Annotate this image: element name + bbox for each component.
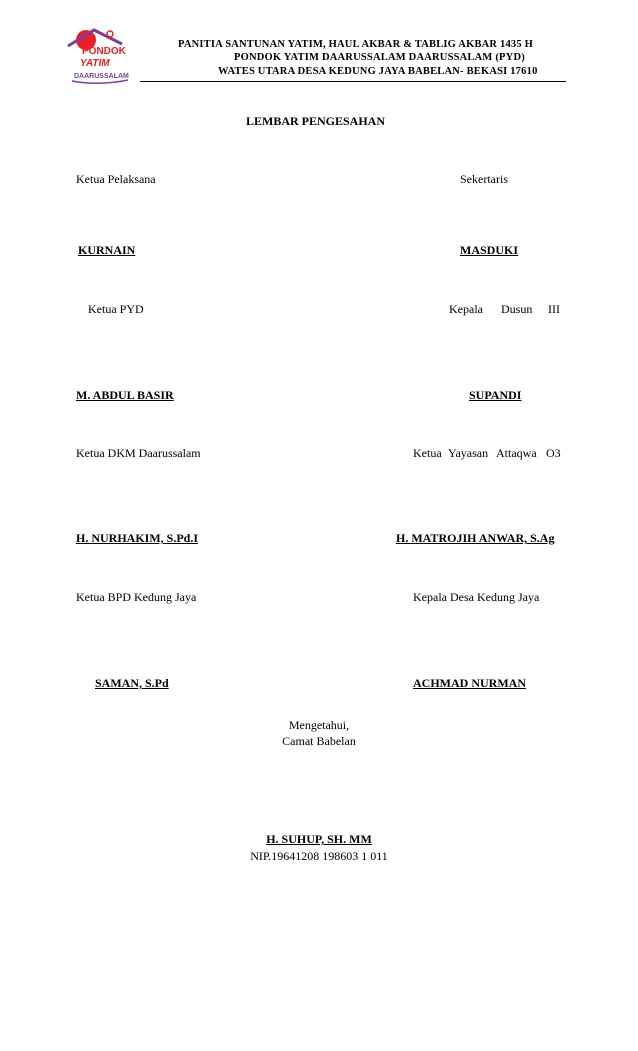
name-saman: SAMAN, S.Pd <box>95 676 169 690</box>
name-masduki: MASDUKI <box>460 243 519 257</box>
approval-nip: NIP.19641208 198603 1 011 <box>250 849 388 863</box>
role-ketua-yayasan-word-3: Attaqwa <box>496 446 537 460</box>
logo-graphic <box>64 24 136 86</box>
role-ketua-pyd: Ketua PYD <box>88 302 144 316</box>
role-ketua-yayasan-word-1: Ketua <box>413 446 442 460</box>
name-achmad-nurman: ACHMAD NURMAN <box>413 676 526 690</box>
name-h-matrojih-anwar: H. MATROJIH ANWAR, S.Ag <box>396 531 555 545</box>
role-sekertaris: Sekertaris <box>460 172 508 186</box>
role-ketua-bpd: Ketua BPD Kedung Jaya <box>76 590 197 604</box>
role-kepala-dusun-word-3: III <box>548 302 560 316</box>
approval-mengetahui: Mengetahui, <box>288 718 350 732</box>
name-h-nurhakim: H. NURHAKIM, S.Pd.I <box>76 531 199 545</box>
role-ketua-pelaksana: Ketua Pelaksana <box>76 172 156 186</box>
logo-swoosh <box>72 80 128 83</box>
role-ketua-yayasan-word-2: Yayasan <box>448 446 489 460</box>
logo-text-2: YATIM <box>80 58 110 69</box>
header-line-2: PONDOK YATIM DAARUSSALAM DAARUSSALAM (PYD) <box>234 52 525 63</box>
header-line-1: PANITIA SANTUNAN YATIM, HAUL AKBAR & TABLIG AKBAR 1435 H <box>178 39 534 50</box>
role-ketua-dkm: Ketua DKM Daarussalam <box>76 446 201 460</box>
name-m-abdul-basir: M. ABDUL BASIR <box>76 388 174 402</box>
header-divider <box>140 81 566 82</box>
page-title: LEMBAR PENGESAHAN <box>246 114 386 128</box>
role-ketua-yayasan-word-4: O3 <box>546 446 561 460</box>
approval-camat-babelan: Camat Babelan <box>282 734 356 748</box>
role-kepala-dusun-word-2: Dusun <box>501 302 533 316</box>
name-h-suhup: H. SUHUP, SH. MM <box>266 832 372 846</box>
name-supandi: SUPANDI <box>469 388 522 402</box>
logo-text-1: PONDOK <box>82 46 126 57</box>
role-kepala-desa: Kepala Desa Kedung Jaya <box>413 590 540 604</box>
role-kepala-dusun-word-1: Kepala <box>449 302 483 316</box>
header-line-3: WATES UTARA DESA KEDUNG JAYA BABELAN- BEKASI 17610 <box>218 66 538 77</box>
logo-text-3: DAARUSSALAM <box>74 73 129 80</box>
name-kurnain: KURNAIN <box>78 243 136 257</box>
logo-crescent <box>107 31 113 37</box>
pyd-logo <box>64 24 136 86</box>
